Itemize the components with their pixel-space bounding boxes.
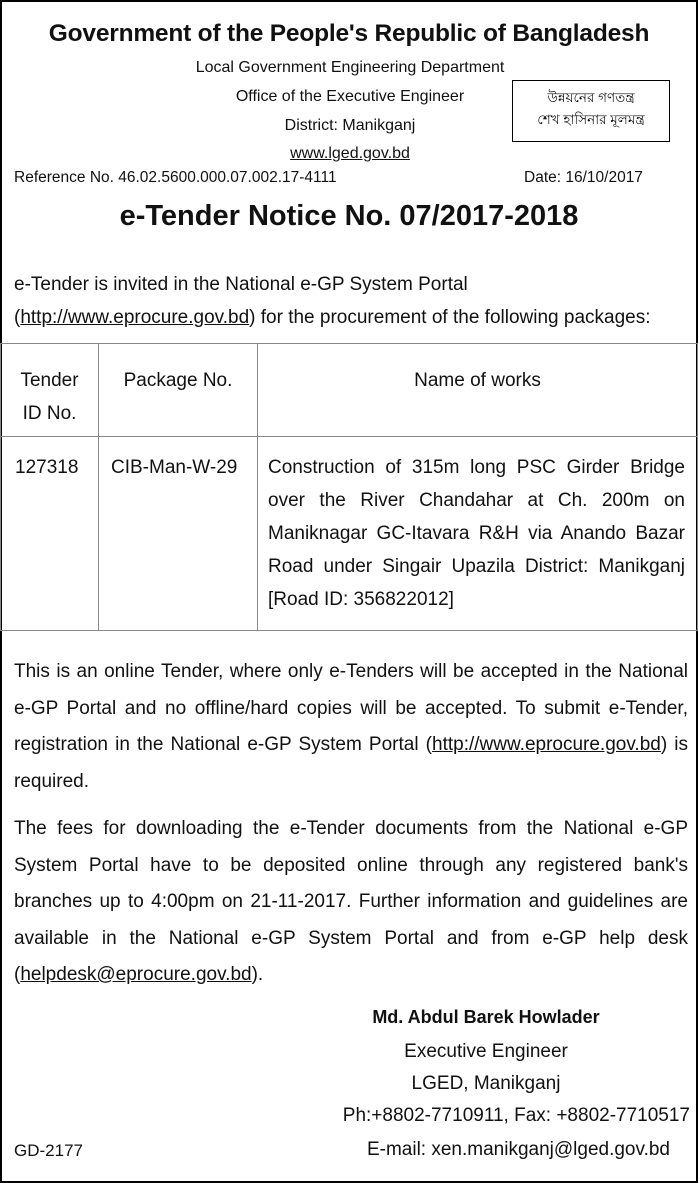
paragraph2-text: The fees for downloading the e-Tender documents from the National e-GP System Portal have to be deposited online through any registered bank's branches up to 4:00pm on 21-11-2017. Further information and guidelines are available in the National e-GP System Portal and from e-GP help desk	[14, 818, 688, 949]
paragraph1-text: This is an online Tender, where only e-Tenders will be accepted in the National e-GP Portal and no offline/hard copies will be accepted. To submit e-Tender, registration in the National e-GP System Portal	[14, 661, 688, 755]
department-name: Local Government Engineering Department	[195, 59, 505, 76]
gd-number: GD-2177	[14, 1141, 83, 1160]
table-header-row	[1, 344, 698, 437]
notice-title: e-Tender Notice No. 07/2017-2018	[119, 200, 579, 232]
cell-package: CIB-Man-W-29	[99, 437, 258, 631]
header-tender-id	[1, 344, 99, 437]
slogan-box	[512, 80, 670, 142]
slogan-line-1: উন্নয়নের গণতন্ত্র	[547, 90, 635, 105]
paragraph1-open-paren: (	[418, 734, 433, 755]
online-tender-paragraph	[14, 654, 688, 800]
intro-open-paren: (	[14, 307, 21, 328]
cell-tender-id: 127318	[1, 437, 99, 631]
header-package: Package No.	[99, 344, 258, 437]
table-row	[1, 437, 698, 631]
signatory-designation: Executive Engineer	[404, 1041, 568, 1062]
header-works: Name of works	[258, 344, 698, 437]
intro-text-part1: e-Tender is invited in the National e-GP System Portal	[14, 274, 468, 295]
helpdesk-email-link[interactable]: helpdesk@eprocure.gov.bd	[20, 964, 252, 985]
signatory-email: E-mail: xen.manikganj@lged.gov.bd	[366, 1139, 670, 1160]
paragraph1-text-end: ) is required.	[14, 734, 689, 792]
paragraph2-text-end: ).	[251, 964, 264, 985]
eprocure-link-2[interactable]: http://www.eprocure.gov.bd	[432, 734, 661, 755]
intro-text-part2: ) for the procurement of the following packages:	[249, 307, 651, 328]
signatory-organization: LGED, Manikganj	[411, 1073, 561, 1094]
packages-table	[0, 343, 698, 631]
district-name: District: Manikganj	[284, 117, 416, 134]
signatory-phone-fax: Ph:+8802-7710911, Fax: +8802-7710517	[342, 1105, 690, 1126]
reference-number: Reference No. 46.02.5600.000.07.002.17-4111	[14, 169, 337, 186]
notice-date: Date: 16/10/2017	[524, 169, 643, 186]
fees-paragraph	[14, 811, 688, 994]
government-title: Government of the People's Republic of Bangladesh	[48, 20, 650, 47]
signatory-name: Md. Abdul Barek Howlader	[372, 1007, 600, 1027]
website-link[interactable]: www.lged.gov.bd	[290, 145, 410, 162]
paragraph2-open-paren: (	[14, 964, 21, 985]
office-name: Office of the Executive Engineer	[235, 88, 465, 105]
header-tender-id-line2: ID No.	[22, 403, 77, 424]
header-tender-id-line1: Tender	[20, 370, 79, 391]
intro-text	[14, 268, 686, 334]
cell-works: Construction of 315m long PSC Girder Bridge over the River Chandahar at Ch. 200m on Maniknagar GC-Itavara R&H via Anando Bazar Road under Singair Upazila District: Manikganj [Road ID: 356822012]	[258, 437, 698, 631]
slogan-line-2: শেখ হাসিনার মূলমন্ত্র	[537, 112, 645, 127]
eprocure-link[interactable]: http://www.eprocure.gov.bd	[20, 307, 250, 328]
